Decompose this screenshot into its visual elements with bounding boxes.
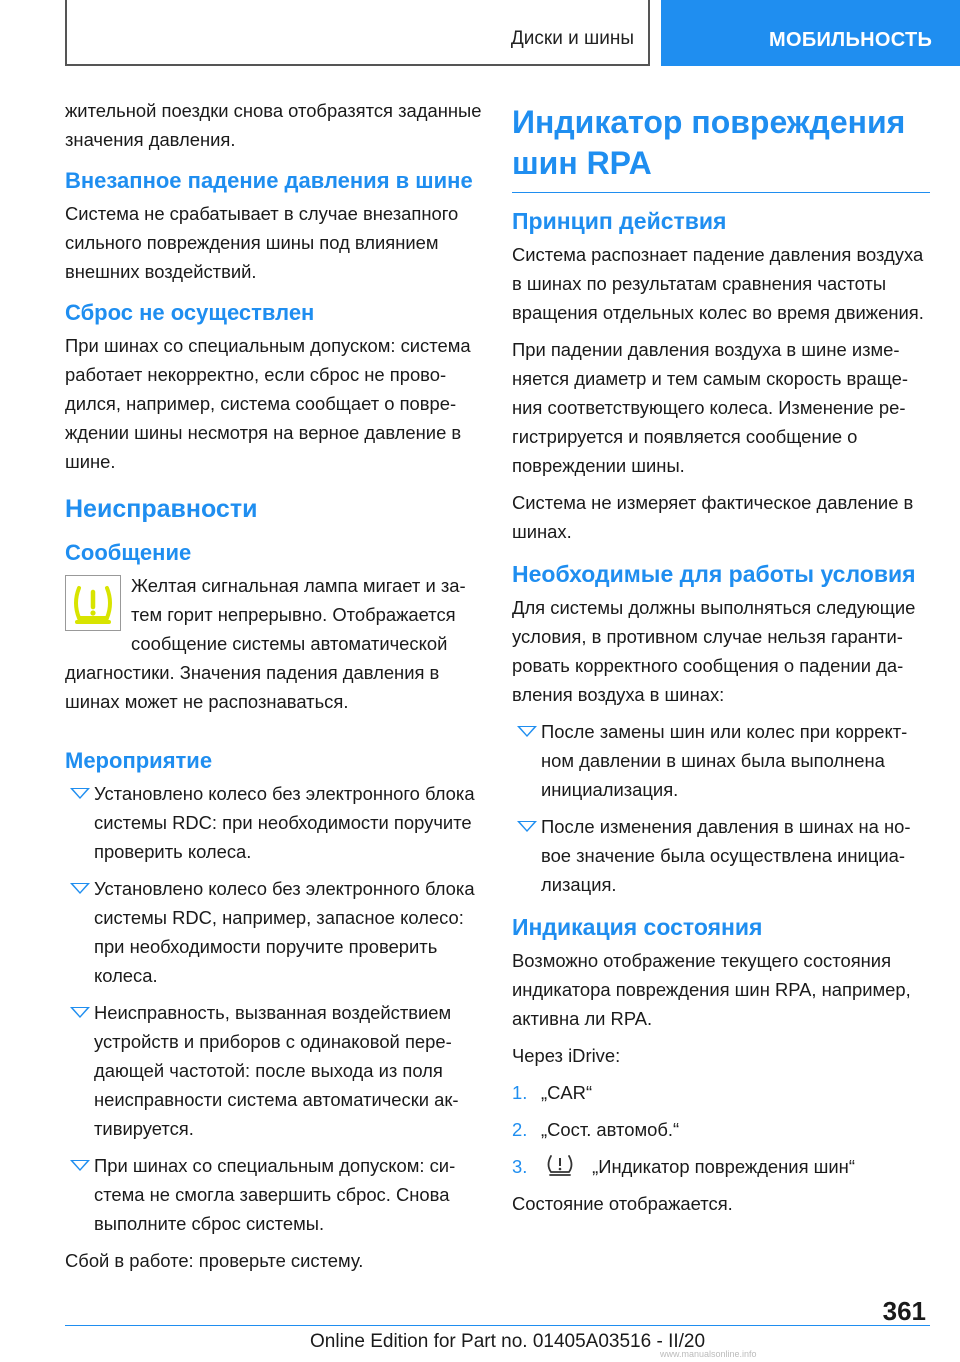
principle-paragraph-2: При падении давления воздуха в шине изменяется диаметр и тем самым скорость вращения соответствующего колеса. Изменение регистрируется и появляется сообщение о повреждении шины. [512, 339, 909, 476]
tire-pressure-icon [545, 1154, 575, 1176]
closing-text: Сбой в работе: проверьте систему. [65, 1250, 364, 1271]
left-column [65, 96, 482, 1283]
triangle-bullet-icon [70, 1007, 90, 1018]
step-number: 3. [512, 1156, 528, 1177]
status-shown-text: Состояние отображается. [512, 1193, 733, 1214]
page-number: 361 [882, 1296, 926, 1326]
header-section-box [65, 0, 650, 66]
requirements-heading: Необходимые для работы условия [512, 561, 916, 587]
list-item: После изменения давления в шинах на новое значение была осуществлена инициализация. [512, 812, 930, 899]
step-text: „CAR“ [541, 1082, 593, 1103]
steps-list [512, 1078, 930, 1181]
header-section-title: Диски и шины [510, 28, 634, 49]
footer-url[interactable]: www.manualsonline.info [660, 1349, 757, 1359]
triangle-bullet-icon [517, 726, 537, 737]
triangle-bullet-icon [70, 788, 90, 799]
message-text: Желтая сигнальная лампа мигает и затем горит непрерывно. Отображается сообщение системы автоматической диагностики. Значения падения давления в шинах может не распознаваться. [65, 575, 466, 712]
triangle-bullet-icon [70, 1160, 90, 1171]
tire-pressure-warning-icon [65, 575, 121, 631]
header-chapter-tab [661, 0, 960, 66]
message-block [65, 571, 482, 716]
status-heading: Индикация состояния [512, 914, 763, 940]
footer-edition [310, 1331, 705, 1353]
principle-paragraph-1: Система распознает падение давления воздуха в шинах по результатам сравнения частоты вращения отдельных колес во время движения. [512, 244, 924, 323]
step-text: „Индикатор повреждения шин“ [592, 1156, 855, 1177]
list-item: Неисправность, вызванная воздействием устройств и приборов с одинаковой передающей частотой: после выхода из поля неисправности система автоматически активируется. [65, 998, 482, 1143]
reset-text: При шинах со специальным допуском: система работает некорректно, если сброс не проводился, например, система сообщает о повреждении шины несмотря на верное давление в шине. [65, 335, 471, 472]
page-title: Индикатор повреждения шин RPA [512, 96, 930, 193]
measures-heading: Мероприятие [65, 748, 213, 773]
faults-heading: Неисправности [65, 495, 258, 523]
principle-paragraph-3: Система не измеряет фактическое давление в шинах. [512, 492, 914, 542]
step-text: „Сост. автомоб.“ [541, 1119, 680, 1140]
list-item: После замены шин или колес при корректном давлении в шинах была выполнена инициализация. [512, 717, 930, 804]
sudden-drop-text: Система не срабатывает в случае внезапного сильного повреждения шины под влиянием внешних воздействий. [65, 203, 459, 282]
via-idrive-text: Через iDrive: [512, 1045, 621, 1066]
header-chapter-title: МОБИЛЬНОСТЬ [769, 29, 933, 51]
step-number: 2. [512, 1119, 528, 1140]
right-column [512, 96, 930, 1226]
list-item: При шинах со специальным допуском: система не смогла завершить сброс. Снова выполните сброс системы. [65, 1151, 482, 1238]
status-text: Возможно отображение текущего состояния индикатора повреждения шин RPA, например, активна ли RPA. [512, 950, 911, 1029]
footer-edition-text: Online Edition for Part no. 01405A03516 - II/20 [310, 1331, 706, 1352]
triangle-bullet-icon [517, 821, 537, 832]
triangle-bullet-icon [70, 883, 90, 894]
footer-divider [65, 1325, 930, 1326]
principle-heading: Принцип действия [512, 208, 727, 234]
sudden-drop-heading: Внезапное падение давления в шине [65, 168, 473, 193]
list-item: Установлено колесо без электронного блока системы RDC: при необходимости поручите проверить колеса. [65, 779, 482, 866]
message-heading: Сообщение [65, 540, 192, 565]
list-item [512, 1115, 930, 1144]
requirements-text: Для системы должны выполняться следующие условия, в противном случае нельзя гарантировать корректного сообщения о падении давления воздуха в шинах: [512, 597, 916, 705]
requirements-list [512, 717, 930, 899]
intro-paragraph: жительной поездки снова отобразятся заданные значения давления. [65, 100, 482, 150]
measures-list [65, 779, 482, 1238]
list-item [512, 1152, 930, 1181]
step-number: 1. [512, 1082, 528, 1103]
reset-heading: Сброс не осуществлен [65, 300, 315, 325]
list-item: Установлено колесо без электронного блока системы RDC, например, запасное колесо: при необходимости поручите проверить колеса. [65, 874, 482, 990]
list-item [512, 1078, 930, 1107]
